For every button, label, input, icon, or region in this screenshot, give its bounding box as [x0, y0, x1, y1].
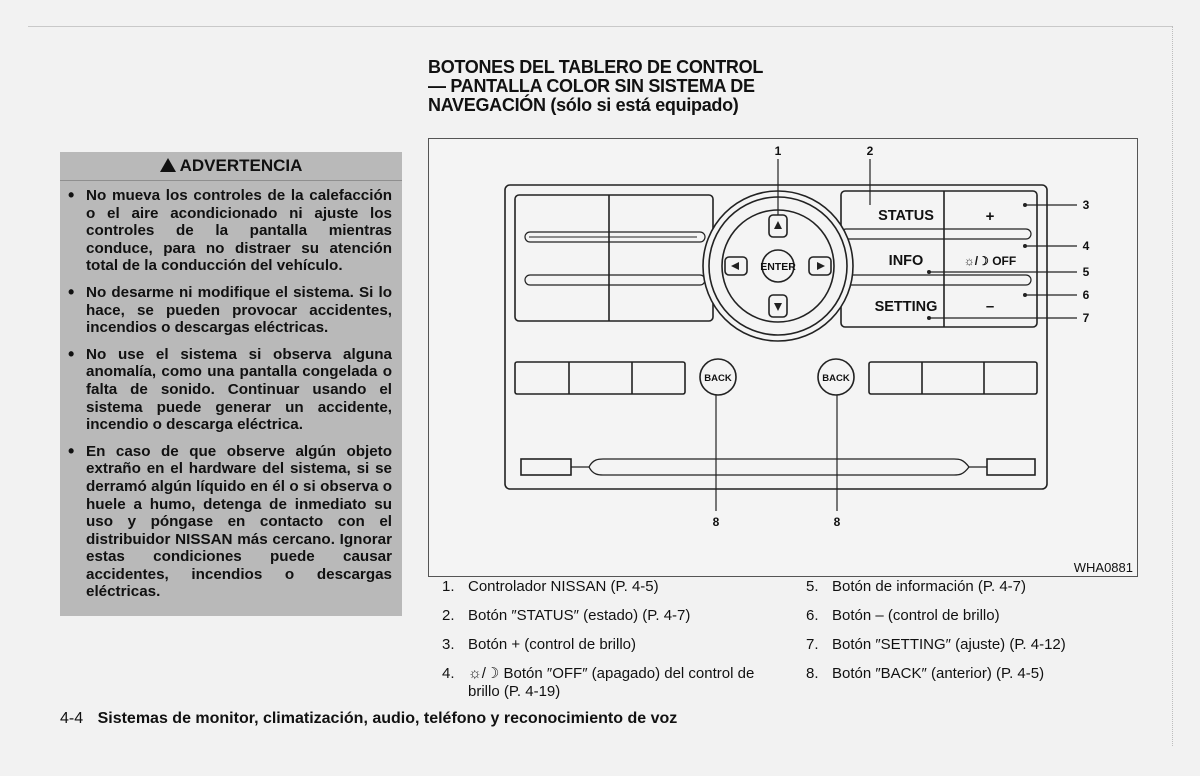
legend-left	[442, 578, 782, 712]
legend-number: 2.	[442, 607, 455, 624]
legend-text: Controlador NISSAN (P. 4-5)	[468, 578, 659, 595]
legend-text: Botón ″STATUS″ (estado) (P. 4-7)	[468, 607, 691, 624]
control-panel-figure	[428, 138, 1138, 577]
control-panel-diagram	[429, 139, 1137, 576]
legend-number: 6.	[806, 607, 819, 624]
legend-number: 3.	[442, 636, 455, 653]
back-left-label: BACK	[704, 373, 732, 384]
legend-item	[442, 578, 782, 596]
left-slot-button	[521, 459, 571, 475]
left-lower-buttons	[515, 362, 685, 394]
legend-item	[442, 607, 782, 625]
warning-item: • No use el sistema si observa alguna anomalía, como una pantalla congelada o falta de sonido. Continuar usando el sistema puede generar un accidente, incendio o descarga eléctrica.	[68, 346, 392, 434]
warning-header	[60, 152, 402, 181]
callout-2: 2	[866, 144, 874, 158]
legend-item	[806, 607, 1126, 625]
info-label: INFO	[888, 253, 924, 269]
legend-text: Botón ″SETTING″ (ajuste) (P. 4-12)	[832, 636, 1066, 653]
callout-4: 4	[1082, 239, 1090, 253]
callout-3: 3	[1082, 198, 1090, 212]
chapter-title: Sistemas de monitor, climatización, audio, teléfono y reconocimiento de voz	[97, 710, 678, 727]
warning-triangle-icon	[160, 158, 176, 172]
enter-label: ENTER	[760, 261, 796, 273]
callout-7: 7	[1082, 311, 1090, 325]
minus-label: –	[985, 298, 995, 315]
right-slot-button	[987, 459, 1035, 475]
section-title-line: — PANTALLA COLOR SIN SISTEMA DE	[428, 76, 755, 96]
legend-number: 1.	[442, 578, 455, 595]
legend-number: 5.	[806, 578, 819, 595]
warning-title: ADVERTENCIA	[179, 156, 303, 175]
callout-8-right: 8	[833, 515, 841, 529]
page-footer	[60, 710, 677, 728]
page-top-rule	[28, 26, 1173, 27]
legend-text: Botón – (control de brillo)	[832, 607, 1000, 624]
section-title	[428, 58, 848, 115]
section-title-line: BOTONES DEL TABLERO DE CONTROL	[428, 57, 764, 77]
legend-right	[806, 578, 1126, 694]
page-number: 4-4	[60, 710, 84, 727]
callout-6: 6	[1082, 288, 1090, 302]
warning-list	[60, 181, 402, 601]
warning-item: • En caso de que observe algún objeto extraño en el hardware del sistema, si se derramó algún líquido en él o si observa o huele a humo, detenga de inmediato su uso y póngase en contacto con el distribuidor NISSAN más cercano. Ignorar estas condiciones puede causar accidentes, incendios o descargas eléctricas.	[68, 443, 392, 601]
status-label: STATUS	[878, 208, 934, 224]
page-right-edge	[1172, 26, 1173, 746]
section-title-line: NAVEGACIÓN (sólo si está equipado)	[428, 95, 739, 115]
legend-item	[806, 665, 1126, 683]
legend-item	[806, 636, 1126, 654]
legend-text: Botón ″BACK″ (anterior) (P. 4-5)	[832, 665, 1045, 682]
back-right-label: BACK	[822, 373, 850, 384]
callout-1: 1	[774, 144, 782, 158]
figure-code: WHA0881	[1073, 560, 1133, 575]
legend-text: Botón + (control de brillo)	[468, 636, 637, 653]
legend-text: Botón de información (P. 4-7)	[832, 578, 1026, 595]
legend-text: ☼/☽ Botón ″OFF″ (apagado) del control de brillo (P. 4-19)	[468, 665, 755, 700]
warning-box	[60, 152, 402, 616]
legend-number: 8.	[806, 665, 819, 682]
warning-item: • No mueva los controles de la calefacción o el aire acondicionado ni ajuste los controles de la pantalla mientras conduce, para no distraer su atención total de la conducción del vehículo.	[68, 187, 392, 275]
plus-label: +	[985, 208, 995, 225]
light-off-label: ☼/☽ OFF	[963, 254, 1017, 268]
right-lower-buttons	[869, 362, 1037, 394]
setting-label: SETTING	[874, 299, 938, 315]
legend-item	[806, 578, 1126, 596]
callout-8-left: 8	[712, 515, 720, 529]
warning-item: • No desarme ni modifique el sistema. Si lo hace, se pueden provocar accidentes, incendios o descargas eléctricas.	[68, 284, 392, 337]
left-button-block	[515, 195, 713, 321]
legend-item	[442, 665, 782, 701]
legend-number: 7.	[806, 636, 819, 653]
legend-item	[442, 636, 782, 654]
legend-number: 4.	[442, 665, 455, 682]
callout-5: 5	[1082, 265, 1090, 279]
